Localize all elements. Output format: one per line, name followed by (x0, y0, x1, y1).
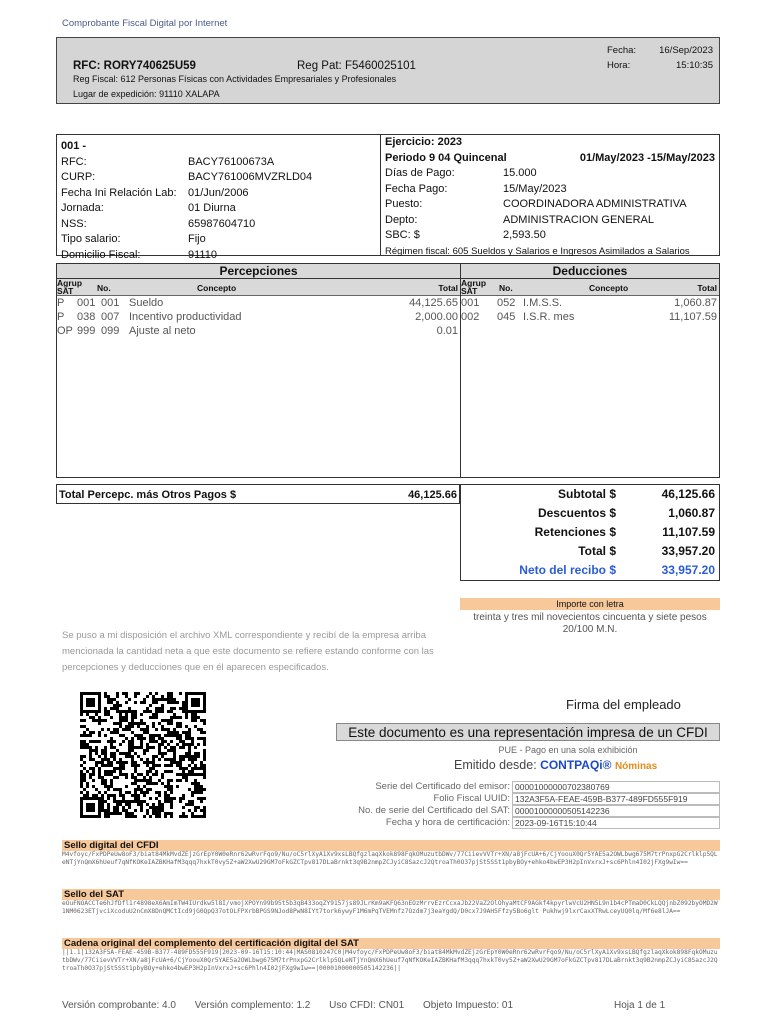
sello-cfdi-title: Sello digital del CFDI (62, 840, 720, 851)
table-row: OP 999 099 Ajuste al neto 0.01 (57, 325, 458, 337)
ejercicio: Ejercicio: 2023 (385, 136, 463, 148)
page-number: Hoja 1 de 1 (614, 1000, 666, 1011)
certificate-info (336, 781, 720, 829)
percepciones-column-headers: Agrup SAT No. Concepto Total (57, 278, 458, 296)
employee-field: Domicilio Fiscal: 91110 (61, 248, 217, 261)
sello-cfdi-value: M4vfoyc/FxPDPeUw8oF3/biat84MkMvdZEjzGrEpY0W0eRnr62wRvrFqo9/Nu/oC5rlXyA1Xv9xsLBQfgzlaqXkok898FqkOMuzutbDWv/77CiievVVTr+XN/a8jFcUA+6/CjYoouX0Qr5YAE5a2OWLbwg675M7trPnxpG2Crlklp5QLeNTjYnQmX6hUeuf7qNfKOKeIAZBKHafM3qqq7hxkT0vy5Z+aW2XwU29GM7oFkGZCTpv817DLaBrnkt3q9B2nmpZCJyiC8SazcJ2QtroaTh0O37pjSt5SSt1pbyBOy+ehko4bwEP3H2pInVxrxJ+sc6Phln4I02jFXg9wIw== (62, 851, 718, 866)
qr-code (80, 692, 206, 818)
table-row: P 001 001 Sueldo 44,125.65 (57, 297, 458, 309)
issuer-header (56, 37, 720, 104)
summary-box (460, 484, 720, 581)
version-complemento: Versión complemento: 1.2 (194, 1000, 311, 1011)
subtotal-row: Subtotal $ 46,125.66 (557, 487, 715, 501)
employee-field: Jornada: 01 Diurna (61, 202, 236, 214)
employee-id: 001 - (61, 140, 87, 152)
cert-row: No. de serie del Certificado del SAT: 00001000000505142236 (336, 805, 720, 817)
cadena-value: ||1.1|132A3F5A-FEAE-459B-B377-489FD555F919|2023-09-16T15:10:44|MAS0810247C0|M4vfoyc/FxPDPeUw8oF3/biat84MkMvdZEjzGrEpY0W0eRnr62wRvrFqo9/Nu/oC5rlXyA1Xv9xsLBQfgzlaqXkok898FqkOMuzutbDWv/77CiievVVTr+XN/a8jFcUA+6/CjYoouX0Qr5YAE5a2OWLbwg675M7trPnxpG2Crlklp5QLeNTjYnQmX6hUeuf7qNfKOKeIAZBKHafM3qqq7hxkT0vy5Z+aW2XwU29GM7oFkGZCTpv817DLaBrnkt3q9B2nmpZCJyiC8SazcJ2QtroaTh0O37pjSt5SSt1pbyBOy+ehko4bwEP3H2pInVxrxJ+sc6Phln4I02jFXg9wIw==|00001000000505142236|| (62, 949, 718, 972)
emitted-from: Emitido desde: CONTPAQi® Nóminas (454, 758, 658, 772)
employee-field: Depto: ADMINISTRACION GENERAL (385, 213, 654, 226)
percepciones-title: Percepciones (57, 264, 460, 279)
employee-field: Fecha Ini Relación Lab: 01/Jun/2006 (61, 186, 249, 199)
employee-field: SBC: $ 2,593.50 (385, 229, 546, 241)
employee-right-column (381, 135, 719, 255)
issue-date: Fecha: 16/Sep/2023 (607, 45, 713, 56)
sello-cfdi-section (62, 840, 720, 867)
employee-signature-label: Firma del empleado (566, 697, 681, 712)
sello-sat-title: Sello del SAT (62, 889, 720, 900)
cadena-title: Cadena original del complemento del certificación digital del SAT (62, 938, 720, 949)
importe-text: treinta y tres mil novecientos cincuenta y siete pesos 20/100 M.N. (473, 612, 707, 635)
issue-time: Hora: 15:10:35 (607, 60, 713, 71)
issuer-reg-pat: Reg Pat: F5460025101 (297, 60, 416, 72)
version-comprobante: Versión comprobante: 4.0 (62, 1000, 176, 1011)
cfdi-box (336, 723, 720, 837)
table-row: P 038 007 Incentivo productividad 2,000.00 (57, 311, 458, 323)
payroll-table (56, 263, 720, 478)
employee-field: Fecha Pago: 15/May/2023 (385, 182, 567, 195)
periodo: Periodo 9 04 Quincenal 01/May/2023 -15/May/2023 (385, 151, 715, 164)
issuer-lugar: Lugar de expedición: 91110 XALAPA (73, 89, 220, 99)
employee-info (56, 134, 720, 261)
issuer-reg-fiscal: Reg Fiscal: 612 Personas Físicas con Actividades Empresariales y Profesionales (73, 74, 397, 84)
payment-method: PUE - Pago en una sola exhibición (498, 745, 638, 755)
cfdi-title: Este documento es una representación impresa de un CFDI (336, 723, 720, 741)
table-row: 001 052 I.M.S.S. 1,060.87 (461, 297, 717, 309)
employee-field: Puesto: COORDINADORA ADMINISTRATIVA (385, 198, 687, 210)
cert-row: Serie del Certificado del emisor: 00001000000702380769 (336, 781, 720, 793)
issuer-rfc: RFC: RORY740625U59 (73, 60, 196, 72)
employee-field: RFC: BACY76100673A (61, 155, 275, 168)
cert-row: Folio Fiscal UUID: 132A3F5A-FEAE-459B-B377-489FD555F919 (336, 793, 720, 805)
importe-label: Importe con letra (460, 598, 720, 610)
deducciones-title: Deducciones (461, 264, 719, 279)
employee-field: Tipo salario: Fijo (61, 233, 206, 245)
total-row: Total $ 33,957.20 (578, 544, 715, 558)
uso-cfdi: Uso CFDI: CN01 (329, 1000, 405, 1011)
regimen-fiscal: Régimen fiscal: 605 Sueldos y Salarios e Ingresos Asimilados a Salarios (385, 245, 690, 257)
conformity-statement: Se puso a mi disposición el archivo XML correspondiente y recibí de la empresa arriba mencionada la cantidad neta a que este documento se refiere estando conforme con las percepciones y deducciones que en él aparecen especificados. (62, 630, 434, 673)
sello-sat-value: eOuFNOACCTe6hJfDfl1r4898eX6AmImTW4IUrdkw5l8I/vmojXPOYn99b95t5b3qB433oqZY9157js89JLrKm9aKFQ63nEOzMrrvEzrCcxaJb22VaZ2OlOhyaMtCF9AGkf4kpyrlwVcU2HN5L9n1b4cPTmaD0CkLQQjnbZ092byOMD2W1NM0623ETjvciXcoduU2nCmX8DnQMCtIcd9jG0QpQ37otOLFPXrbBPGS9NJod8PwN8IYt7tork6ywyF1M6mPqTVEMnfz7Ozdm7j3eaYgdQ/D0cx7J9AH5Ffzy5Bo6glt Pukhwj9lxrCaxXTRwLceyUQ0lq/Mf6e8lJA== (62, 900, 718, 915)
employee-left-column (57, 135, 381, 261)
neto-row: Neto del recibo $ 33,957.20 (519, 563, 715, 577)
employee-field: CURP: BACY761006MVZRLD04 (61, 171, 313, 183)
deducciones-panel (461, 264, 719, 477)
cadena-section (62, 938, 720, 973)
retenciones-row: Retenciones $ 11,107.59 (534, 525, 715, 539)
document-type-label: Comprobante Fiscal Digital por Internet (62, 18, 228, 29)
percepciones-panel (57, 264, 461, 477)
employee-field: Días de Pago: 15.000 (385, 167, 537, 179)
descuentos-row: Descuentos $ 1,060.87 (537, 506, 715, 520)
contpaqi-logo: CONTPAQi® (540, 758, 612, 772)
sello-sat-section (62, 889, 720, 916)
employee-field: NSS: 65987604710 (61, 217, 256, 230)
cert-row: Fecha y hora de certificación: 2023-09-16T15:10:44 (336, 817, 720, 829)
table-row: 002 045 I.S.R. mes 11,107.59 (461, 311, 717, 323)
footer-info (62, 1000, 529, 1011)
deducciones-column-headers: Agrup SAT No. Concepto Total (461, 278, 717, 296)
nominas-logo: Nóminas (614, 761, 658, 772)
objeto-impuesto: Objeto Impuesto: 01 (422, 1000, 514, 1011)
total-percepciones: Total Percepc. más Otros Pagos $ 46,125.66 (56, 484, 460, 504)
